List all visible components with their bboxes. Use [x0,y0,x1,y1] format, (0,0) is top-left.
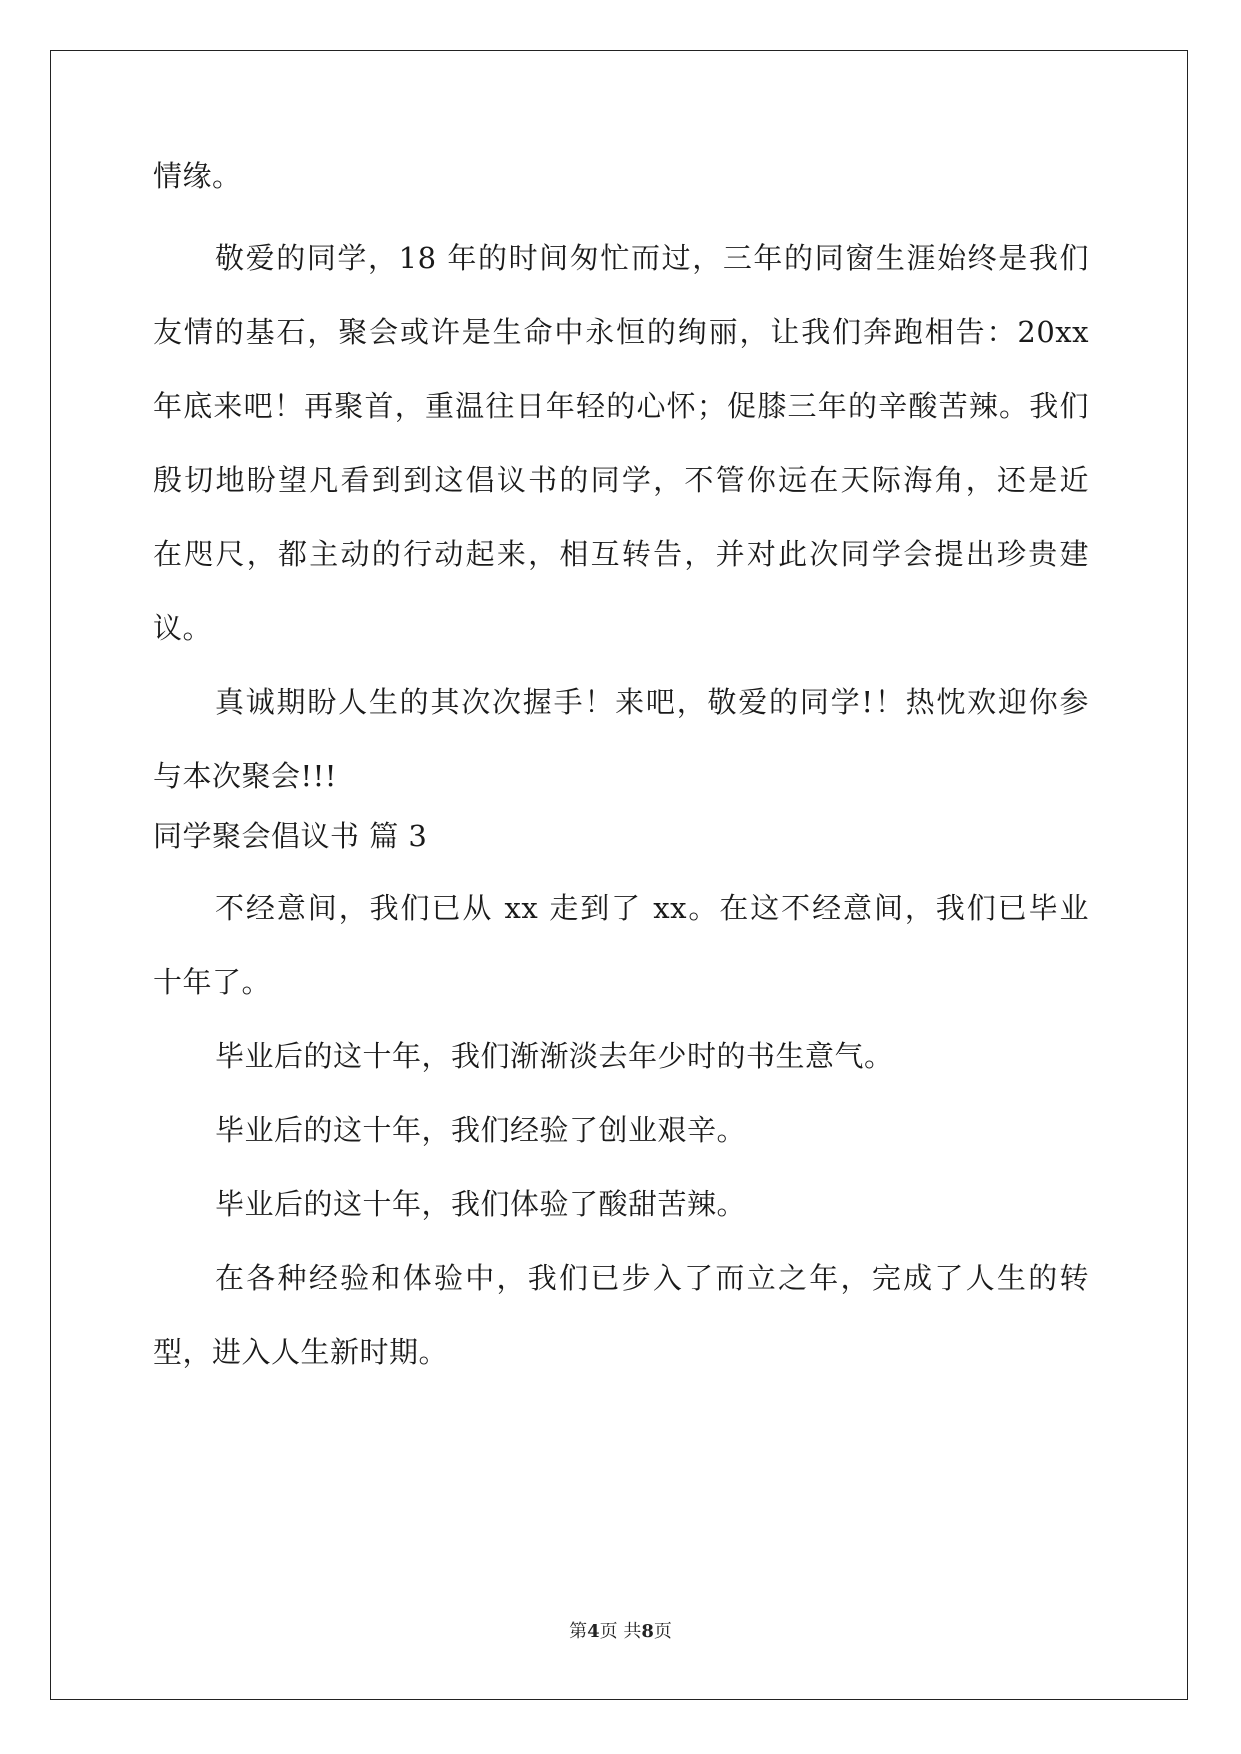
paragraph-start: 毕业后的这十年，我们体验了酸甜苦辣。 [215,1187,747,1221]
paragraph-start: 毕业后的这十年，我们经验了创业艰辛。 [215,1113,747,1147]
text-line: 议。 [153,611,213,645]
footer-suffix: 页 [653,1621,672,1642]
section-heading: 同学聚会倡议书 篇 3 [153,819,428,853]
current-page-number: 4 [587,1621,600,1642]
paragraph-start: 毕业后的这十年，我们渐渐淡去年少时的书生意气。 [215,1039,894,1073]
page-border [50,50,1188,1700]
text-line: 型，进入人生新时期。 [153,1335,449,1369]
footer-mid: 页 共 [599,1621,642,1642]
paragraph-start: 不经意间，我们已从 xx 走到了 xx。在这不经意间，我们已毕业 [215,891,1089,925]
text-line: 年底来吧！再聚首，重温往日年轻的心怀；促膝三年的辛酸苦辣。我们 [153,389,1089,423]
text-line: 十年了。 [153,965,272,999]
text-line: 殷切地盼望凡看到到这倡议书的同学，不管你远在天际海角，还是近 [153,463,1089,497]
page-footer [0,1617,1241,1643]
text-line: 在咫尺，都主动的行动起来，相互转告，并对此次同学会提出珍贵建 [153,537,1089,571]
paragraph-start: 在各种经验和体验中，我们已步入了而立之年，完成了人生的转 [215,1261,1089,1295]
text-line: 友情的基石，聚会或许是生命中永恒的绚丽，让我们奔跑相告：20xx [153,315,1089,349]
paragraph-start: 真诚期盼人生的其次次握手！来吧，敬爱的同学!！热忱欢迎你参 [215,685,1089,719]
paragraph-start: 敬爱的同学，18 年的时间匆忙而过，三年的同窗生涯始终是我们 [215,241,1089,275]
total-page-count: 8 [641,1621,654,1642]
text-line: 情缘。 [153,159,242,193]
text-line: 与本次聚会!!! [153,759,337,793]
footer-prefix: 第 [569,1621,588,1642]
